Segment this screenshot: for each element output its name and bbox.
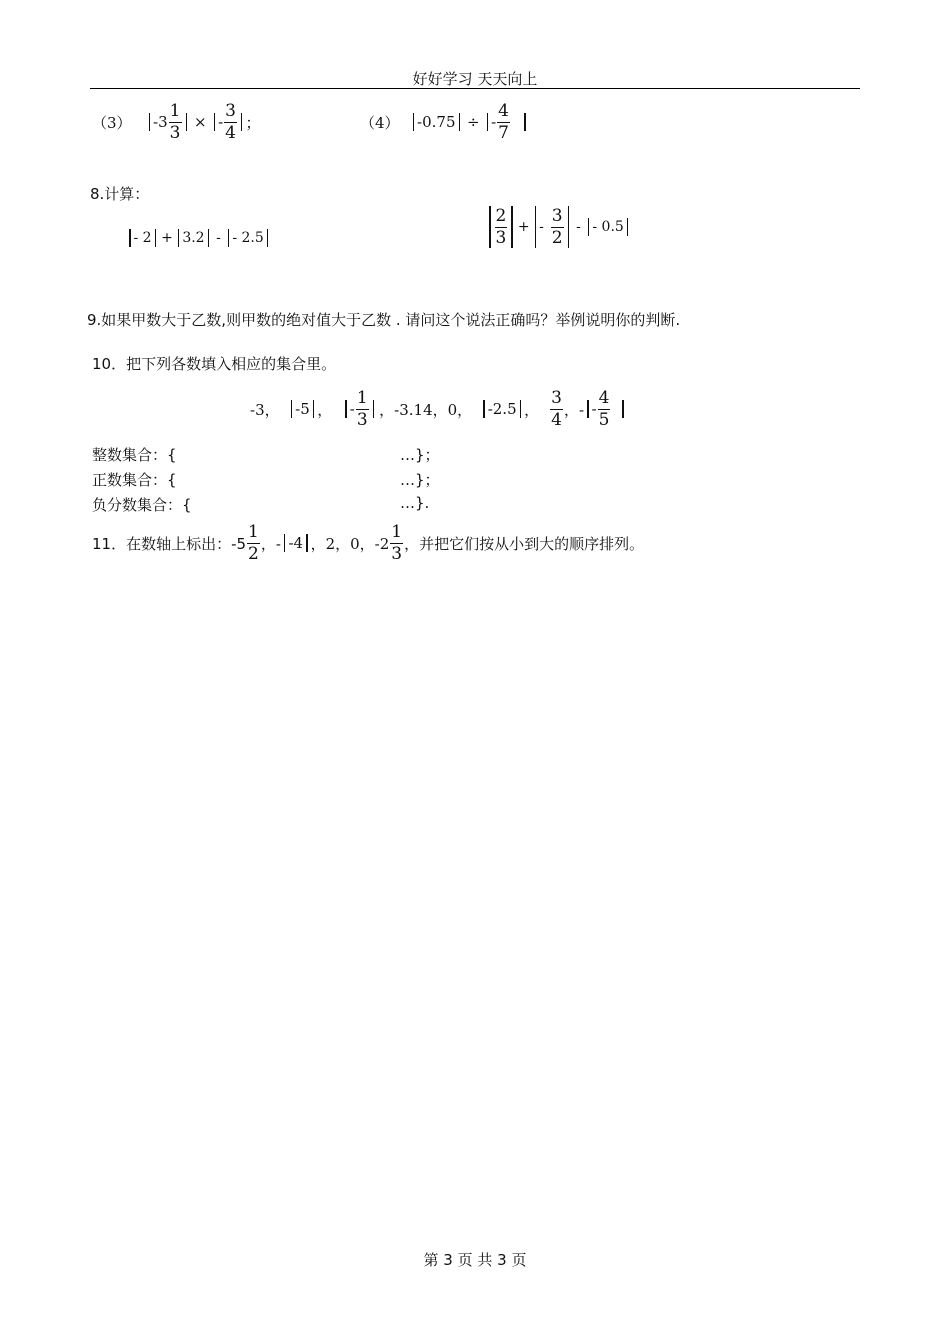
set-neg-fractions <box>92 494 192 515</box>
fraction-3-4: $\frac{3}{4}$ <box>551 387 562 430</box>
set-name: 整数集合：{ <box>92 446 177 464</box>
abs-bar <box>178 229 180 247</box>
number-neg3: -3， <box>250 400 280 419</box>
comma: ， <box>524 400 540 419</box>
abs-bar <box>313 400 315 418</box>
q10-numbers <box>250 386 627 432</box>
expr1-term-b: 3.2 <box>182 230 205 246</box>
fraction-4-7: $\frac{4}{7}$ <box>498 100 509 143</box>
neg-sign: - <box>349 400 355 418</box>
set-neg-fractions-end: …}. <box>400 494 430 512</box>
problem-3-label: （3） <box>92 113 132 132</box>
abs-bar <box>587 400 589 418</box>
abs-bar <box>489 206 491 248</box>
minus-sign: - <box>576 219 581 235</box>
fraction-1-3: $\frac{1}{3}$ <box>391 521 403 564</box>
minus-sign: - <box>216 230 221 246</box>
abs-bar <box>267 229 269 247</box>
page-footer: 第 3 页 共 3 页 <box>423 1251 527 1269</box>
set-integers-end: …}； <box>400 446 440 464</box>
abs-bar <box>413 113 415 131</box>
abs-bar <box>627 218 629 236</box>
q9-text: 9.如果甲数大于乙数,则甲数的绝对值大于乙数 . 请问这个说法正确吗？举例说明你的判断. <box>87 311 681 329</box>
abs-bar <box>487 113 489 131</box>
set-name: 正数集合：{ <box>92 471 177 489</box>
q8-label: 8.计算： <box>90 185 150 203</box>
abs-bar <box>284 534 286 552</box>
abs-bar <box>208 229 210 247</box>
abs-bar <box>588 218 590 236</box>
times-sign: × <box>194 113 207 131</box>
set-positives <box>92 469 177 490</box>
abs-bar <box>459 113 461 131</box>
neg-sign: - <box>539 219 544 235</box>
set-integers <box>92 444 177 465</box>
fraction-2-3: $\frac{2}{3}$ <box>495 205 507 248</box>
abs-bar <box>241 113 243 131</box>
abs-bar <box>568 206 570 248</box>
semicolon: ； <box>245 113 261 132</box>
plus-sign: + <box>517 219 530 235</box>
neg-sign: - <box>218 113 224 131</box>
decimal-value: -0.75 <box>417 113 456 131</box>
number-neg2-5: -2.5 <box>487 400 517 418</box>
neg-prefix: ，- <box>563 400 585 419</box>
q11 <box>92 520 644 566</box>
q11-mid-2: ，2，0，-2 <box>310 534 390 553</box>
page-header: 好好学习 天天向上 <box>412 70 538 88</box>
abs-bar <box>520 400 522 418</box>
number-neg5: -5 <box>295 400 310 418</box>
problem-3 <box>92 100 261 144</box>
abs-bar <box>483 400 485 418</box>
abs-bar <box>622 400 624 418</box>
neg-sign: - <box>491 113 497 131</box>
neg-sign: - <box>591 400 597 418</box>
abs-bar <box>228 229 230 247</box>
q10-label: 10．把下列各数填入相应的集合里。 <box>92 355 337 373</box>
abs-bar <box>214 113 216 131</box>
numbers-middle: ，-3.14，0， <box>379 400 473 419</box>
expr2-term-c: - 0.5 <box>592 219 624 235</box>
q8-expr-2 <box>486 204 631 250</box>
abs-bar <box>155 229 157 247</box>
fraction-1-3: $\frac{1}{3}$ <box>169 100 181 143</box>
divide-sign: ÷ <box>467 113 480 131</box>
fraction-1-2: $\frac{1}{2}$ <box>248 521 259 564</box>
comma: ， <box>317 400 333 419</box>
fraction-1-3: $\frac{1}{3}$ <box>356 387 368 430</box>
q11-suffix: ，并把它们按从小到大的顺序排列。 <box>404 534 645 553</box>
problem-4-label: （4） <box>360 113 400 132</box>
q11-mid-1: ，- <box>260 534 281 553</box>
q11-abs-value: -4 <box>288 534 304 552</box>
abs-bar <box>306 534 308 552</box>
abs-bar <box>373 400 375 418</box>
set-positives-end: …}； <box>400 471 440 489</box>
abs-bar <box>511 206 513 248</box>
expr1-term-c: - 2.5 <box>232 230 264 246</box>
abs-bar <box>291 400 293 418</box>
set-name: 负分数集合：{ <box>92 496 192 514</box>
fraction-3-4: $\frac{3}{4}$ <box>225 100 236 143</box>
abs-bar <box>535 206 537 248</box>
abs-bar <box>129 229 131 247</box>
fraction-3-2: $\frac{3}{2}$ <box>551 205 563 248</box>
q8-expr-1 <box>126 228 271 248</box>
plus-sign: + <box>161 230 173 246</box>
expr1-term-a: - 2 <box>133 230 152 246</box>
q11-prefix: 11．在数轴上标出：-5 <box>92 534 247 553</box>
abs-bar <box>149 113 151 131</box>
abs-bar <box>524 113 526 131</box>
abs-bar <box>186 113 188 131</box>
fraction-4-5: $\frac{4}{5}$ <box>598 387 610 430</box>
mixed-whole: -3 <box>153 113 168 131</box>
abs-bar <box>345 400 347 418</box>
problem-4 <box>360 100 529 144</box>
header-rule <box>90 88 860 89</box>
